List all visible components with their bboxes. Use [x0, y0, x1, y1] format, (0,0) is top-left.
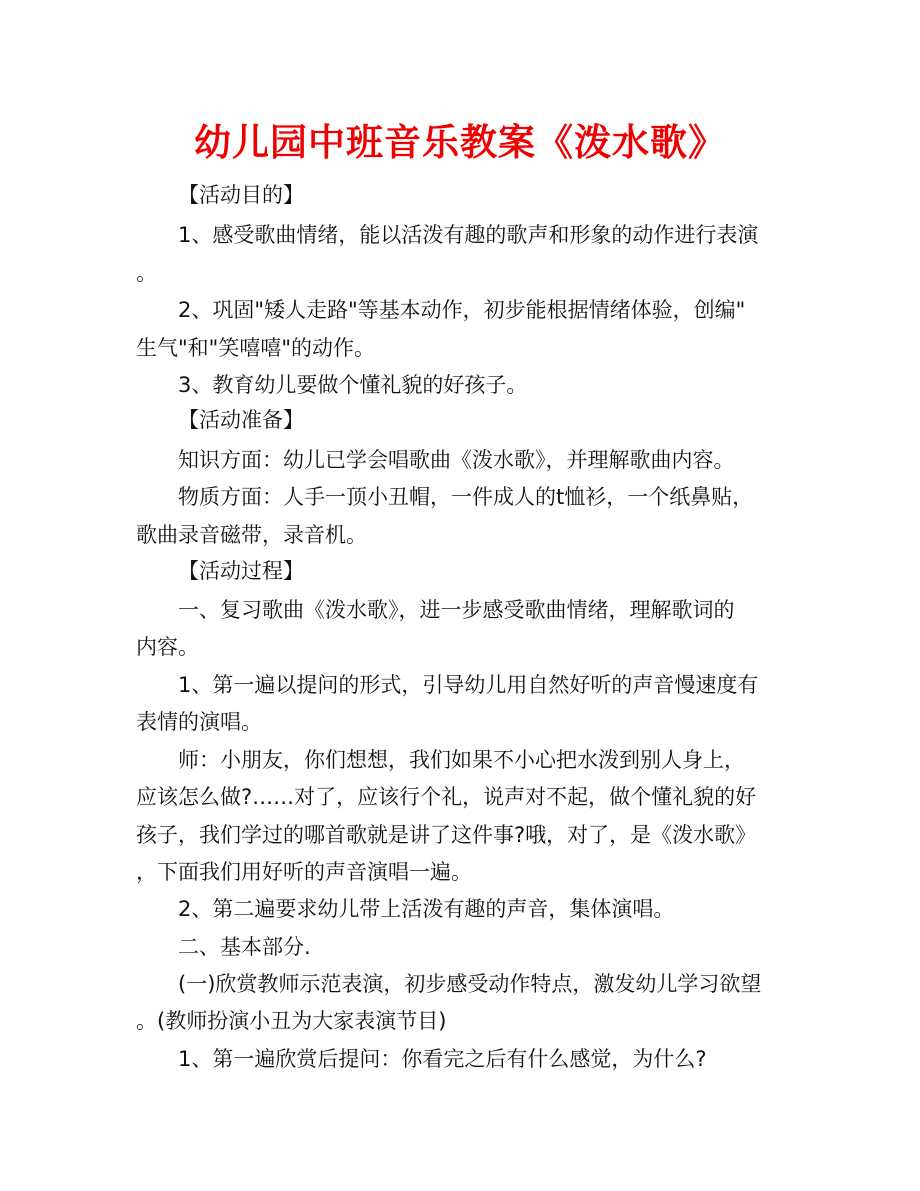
paragraph-line: 孩子，我们学过的哪首歌就是讲了这件事?哦，对了，是《泼水歌》	[136, 823, 757, 847]
paragraph-line: 表情的演唱。	[136, 710, 262, 734]
paragraph-line: 知识方面：幼儿已学会唱歌曲《泼水歌》，并理解歌曲内容。	[178, 448, 735, 472]
section-heading-process: 【活动过程】	[178, 559, 304, 583]
paragraph-line: 1、第一遍欣赏后提问：你看完之后有什么感觉，为什么?	[178, 1047, 707, 1071]
paragraph-line: 2、第二遍要求幼儿带上活泼有趣的声音，集体演唱。	[178, 897, 675, 921]
paragraph-line: 一、复习歌曲《泼水歌》，进一步感受歌曲情绪，理解歌词的	[178, 598, 735, 622]
paragraph-line: 1、第一遍以提问的形式，引导幼儿用自然好听的声音慢速度有	[178, 673, 759, 697]
paragraph-line: 物质方面：人手一顶小丑帽，一件成人的t恤衫，一个纸鼻贴，	[178, 485, 754, 509]
section-heading-preparation: 【活动准备】	[178, 408, 304, 432]
paragraph-line: 。	[136, 261, 157, 285]
section-heading-objectives: 【活动目的】	[178, 183, 304, 207]
document-title: 幼儿园中班音乐教案《泼水歌》	[194, 121, 726, 164]
paragraph-line: 二、基本部分.	[178, 935, 311, 959]
paragraph-line: 2、巩固"矮人走路"等基本动作，初步能根据情绪体验，创编"	[178, 298, 746, 322]
paragraph-line: 1、感受歌曲情绪，能以活泼有趣的歌声和形象的动作进行表演	[178, 223, 759, 247]
paragraph-line: ，下面我们用好听的声音演唱一遍。	[136, 860, 472, 884]
paragraph-line: (一)欣赏教师示范表演，初步感受动作特点，激发幼儿学习欲望	[178, 972, 762, 996]
paragraph-line: 3、教育幼儿要做个懂礼貌的好孩子。	[178, 373, 528, 397]
paragraph-line: 内容。	[136, 635, 199, 659]
paragraph-line: 。(教师扮演小丑为大家表演节目)	[136, 1009, 447, 1033]
paragraph-line: 生气"和"笑嘻嘻"的动作。	[136, 336, 375, 360]
paragraph-line: 歌曲录音磁带，录音机。	[136, 523, 367, 547]
paragraph-line: 应该怎么做?……对了，应该行个礼，说声对不起，做个懂礼貌的好	[136, 785, 757, 809]
paragraph-line: 师：小朋友，你们想想，我们如果不小心把水泼到别人身上，	[178, 748, 745, 772]
